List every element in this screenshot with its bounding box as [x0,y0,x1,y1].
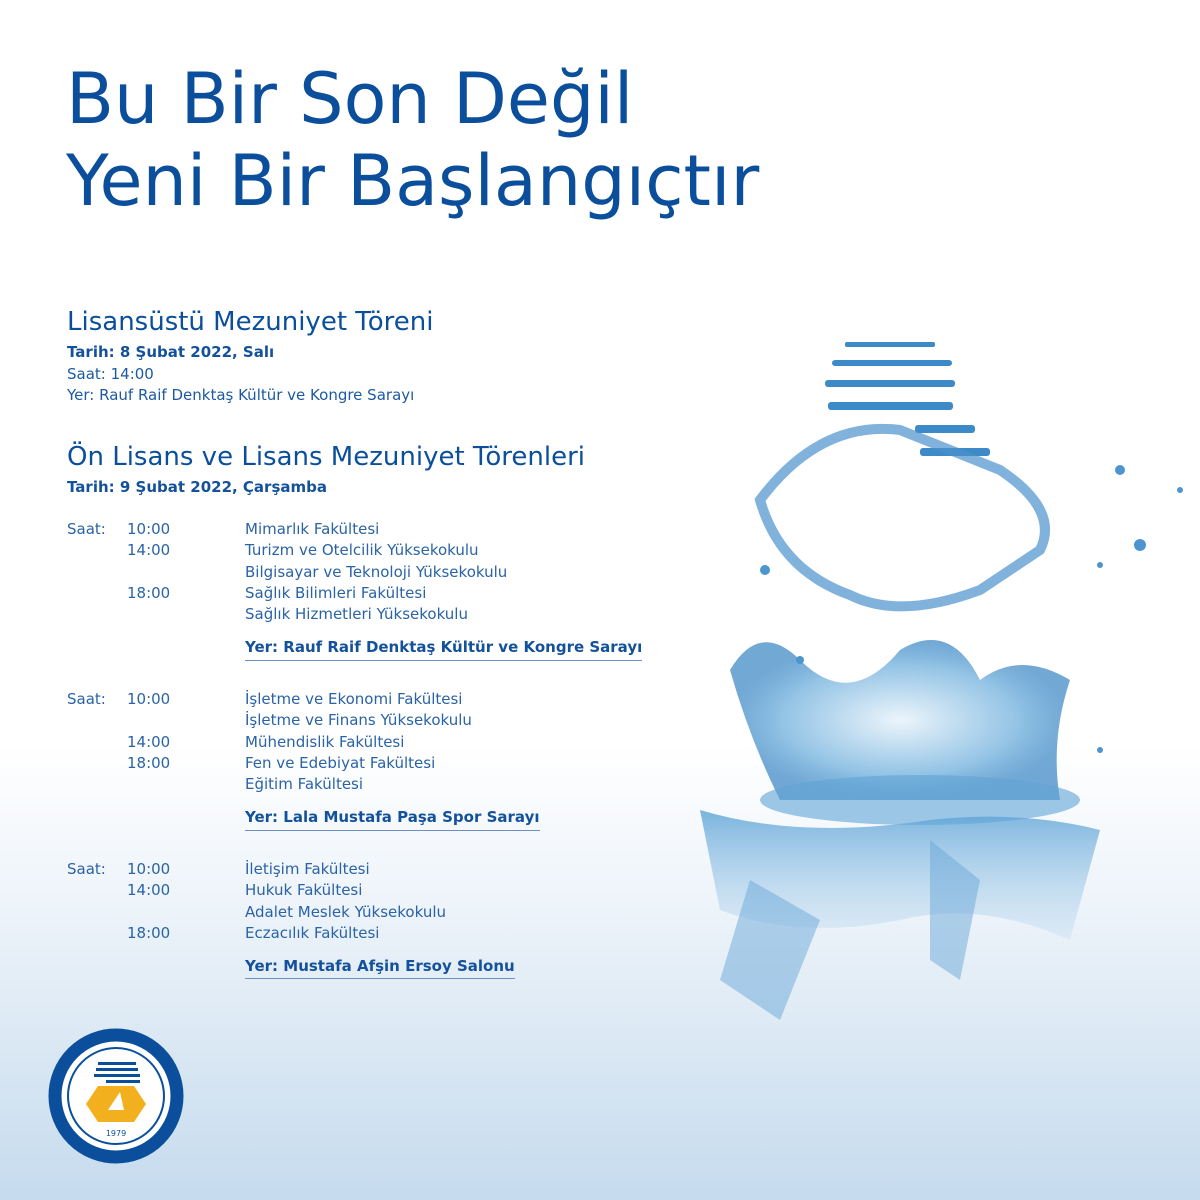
saat-label [67,902,127,923]
saat-label [67,583,127,604]
faculty-name: Sağlık Bilimleri Fakültesi [245,583,427,602]
schedule-row [67,562,642,583]
session-time [127,604,245,625]
session-time: 10:00 [127,690,171,708]
university-logo [48,1028,184,1164]
poster-title [66,58,759,222]
venue: Yer: Lala Mustafa Paşa Spor Sarayı [245,807,540,830]
saat-label [67,774,127,795]
faculty-name: Sağlık Hizmetleri Yüksekokulu [245,605,468,624]
schedule-row [67,923,515,944]
session-time [127,902,245,923]
undergrad-ceremony-heading: Ön Lisans ve Lisans Mezuniyet Törenleri [67,442,586,472]
undergrad-date: Tarih: 9 Şubat 2022, Çarşamba [67,478,327,496]
title-line-1: Bu Bir Son Değil [66,58,634,140]
saat-label: Saat: [67,860,106,878]
session-time [127,774,245,795]
saat-label [67,923,127,944]
faculty-name: Turizm ve Otelcilik Yüksekokulu [245,541,479,560]
session-time: 14:00 [127,881,171,900]
venue: Yer: Rauf Raif Denktaş Kültür ve Kongre Sarayı [245,637,642,660]
schedule-row [67,540,642,561]
faculty-name: Fen ve Edebiyat Fakültesi [245,753,436,772]
schedule-row [67,689,540,710]
schedule-row [67,880,515,901]
faculty-name: İletişim Fakültesi [245,860,370,878]
saat-label [67,753,127,774]
faculty-name: Mühendislik Fakültesi [245,732,405,751]
saat-label [67,880,127,901]
schedule-row [67,519,642,540]
faculty-name: Mimarlık Fakültesi [245,520,380,538]
faculty-name: Eczacılık Fakültesi [245,923,380,942]
logo-year: 1979 [105,1129,127,1138]
saat-label [67,604,127,625]
venue: Yer: Mustafa Afşin Ersoy Salonu [245,956,515,979]
session-time: 18:00 [127,583,171,602]
faculty-name: Hukuk Fakültesi [245,881,363,900]
schedule-group [67,689,540,831]
session-time: 10:00 [127,860,171,878]
schedule-row [67,774,540,795]
saat-label: Saat: [67,690,106,708]
session-time: 14:00 [127,732,171,751]
session-time [127,562,245,583]
faculty-name: Adalet Meslek Yüksekokulu [245,902,447,921]
saat-label [67,562,127,583]
session-time [127,710,245,731]
saat-label [67,710,127,731]
schedule-row [67,753,540,774]
saat-label: Saat: [67,520,106,538]
graduate-place: Yer: Rauf Raif Denktaş Kültür ve Kongre Sarayı [67,386,415,404]
schedule-row [67,859,515,880]
session-time: 18:00 [127,923,171,942]
graduate-date: Tarih: 8 Şubat 2022, Salı [67,343,275,361]
water-splash-illustration [600,320,1200,1200]
schedule-row [67,732,540,753]
schedule-row [67,902,515,923]
faculty-name: Bilgisayar ve Teknoloji Yüksekokulu [245,562,508,581]
faculty-name: İşletme ve Finans Yüksekokulu [245,711,472,730]
title-line-2: Yeni Bir Başlangıçtır [66,140,760,222]
session-time: 10:00 [127,520,171,538]
session-time: 18:00 [127,753,171,772]
graduate-time: Saat: 14:00 [67,365,154,383]
saat-label [67,540,127,561]
schedule-row [67,604,642,625]
faculty-name: Eğitim Fakültesi [245,775,364,794]
schedule-row [67,583,642,604]
schedule-row [67,710,540,731]
saat-label [67,732,127,753]
schedule-group [67,859,515,979]
faculty-name: İşletme ve Ekonomi Fakültesi [245,690,463,708]
graduate-ceremony-heading: Lisansüstü Mezuniyet Töreni [67,307,434,337]
schedule-group [67,519,642,661]
session-time: 14:00 [127,541,171,560]
